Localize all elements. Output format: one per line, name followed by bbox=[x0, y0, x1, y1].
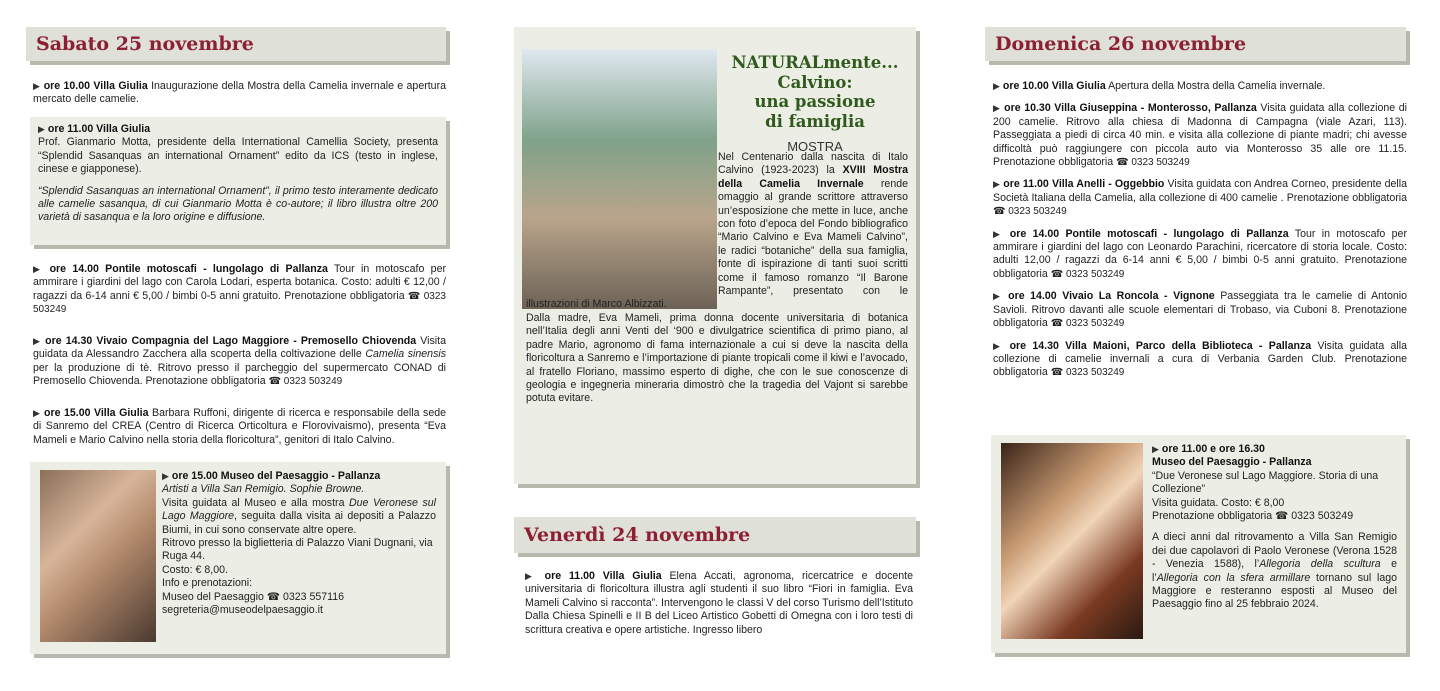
event-quote: “Splendid Sasanquas an international Ornament”, il primo testo interamente dedicato alle camelie sasanqua, di cui Gianmario Motta è co-autore; il libro illustra oltre 200 varietà di sasanqua e la loro origine e diffusione. bbox=[38, 184, 438, 224]
event-contact-email: segreteria@museodelpaesaggio.it bbox=[162, 604, 323, 617]
event-text-italic: Allegoria con la sfera armillare bbox=[1156, 571, 1311, 584]
event-sab-4 bbox=[33, 407, 446, 447]
mostra-title-line: di famiglia bbox=[765, 111, 865, 131]
bullet-icon: ▶ bbox=[33, 408, 41, 418]
mostra-label: MOSTRA bbox=[787, 139, 843, 154]
event-time: ore 15.00 Museo del Paesaggio - Pallanza bbox=[171, 470, 381, 482]
event-text-italic: Due Veronese sul Lago Maggiore bbox=[162, 496, 436, 523]
event-time: ore 10.00 Villa Giulia bbox=[1002, 80, 1106, 92]
heading-sabato bbox=[26, 27, 446, 61]
phone-number: ☎ 0323 503249 bbox=[993, 206, 1067, 218]
event-time: ore 14.00 Pontile motoscafi - lungolago di Pallanza bbox=[1009, 227, 1289, 240]
bullet-icon: ▶ bbox=[993, 81, 1000, 91]
event-time: ore 11.00 e ore 16.30 bbox=[1161, 443, 1265, 455]
event-box-museo bbox=[30, 462, 446, 654]
bullet-icon: ▶ bbox=[993, 340, 1004, 351]
mostra-text: Nel Centenario dalla nascita di Italo Calvino (1923-2023) la bbox=[718, 151, 908, 177]
event-dom-4 bbox=[993, 228, 1407, 282]
mostra-paragraph-2: Dalla madre, Eva Mameli, prima donna docente universitaria di botanica nell’Italia degli anni Venti del ‘900 e divulgatrice scientifica di primo piano, al padre Mario, agronomo di fama internazionale a cui si deve la nascita della floricoltura a Sanremo e l’importazione di piante tropicali come il kiwi e l’avocado, al fratello Floriano, massimo esperto di dighe, che con le sue conoscenze di geologia e ingegneria mineraria dimostrò che la tragedia del Vajont si sarebbe potuta evitare. bbox=[526, 311, 908, 405]
portrait-image bbox=[40, 470, 156, 642]
event-dom-5 bbox=[993, 290, 1407, 330]
event-time: ore 14.00 Pontile motoscafi - lungolago di Pallanza bbox=[49, 263, 328, 275]
events-domenica bbox=[993, 80, 1407, 380]
event-ven-1 bbox=[525, 570, 913, 637]
mostra-title-line: NATURALmente... bbox=[731, 53, 899, 72]
heading-venerdi bbox=[514, 517, 916, 553]
bullet-icon: ▶ bbox=[993, 228, 1004, 239]
bullet-icon: ▶ bbox=[993, 103, 1001, 114]
event-text: Apertura della Mostra della Camelia invernale. bbox=[1105, 80, 1326, 92]
phone-number: ☎ 0323 503249 bbox=[1050, 318, 1125, 330]
event-cost: Costo: € 8,00. bbox=[162, 563, 228, 576]
event-time: ore 10.00 Villa Giulia bbox=[43, 80, 148, 92]
event-description bbox=[1152, 531, 1397, 611]
event-text: tornano sul lago Maggiore e resteranno esposti al Museo del Paesaggio fino al 25 febbraio 2024. bbox=[1152, 571, 1397, 611]
event-dom-1 bbox=[993, 80, 1407, 93]
phone-number: ☎ 0323 503249 bbox=[1050, 268, 1125, 280]
event-box-motta bbox=[30, 117, 446, 245]
bullet-icon: ▶ bbox=[525, 571, 537, 581]
phone-number: ☎ 0323 503249 bbox=[1050, 367, 1125, 379]
mostra-text-block bbox=[526, 151, 908, 406]
event-sab-2 bbox=[33, 263, 446, 317]
event-meeting: Ritrovo presso la biglietteria di Palazzo Viani Dugnani, via Ruga 44. bbox=[162, 537, 433, 563]
heading-domenica bbox=[985, 27, 1406, 61]
event-box-veronese bbox=[991, 435, 1406, 653]
event-text: Passeggiata tra le camelie di Antonio Savioli. Ritrovo davanti alle scuole elementari di Trobaso, via Cuboni 8. Prenotazione obbligatoria bbox=[993, 290, 1407, 330]
event-dom-2 bbox=[993, 102, 1407, 169]
bullet-icon: ▶ bbox=[1152, 444, 1159, 454]
mostra-title-line: Calvino: bbox=[777, 72, 853, 92]
bullet-icon: ▶ bbox=[33, 81, 41, 91]
event-subtitle: Artisti a Villa San Remigio. Sophie Browne. bbox=[162, 483, 365, 496]
veronese-painting bbox=[1001, 443, 1143, 639]
event-time: ore 14.30 Vivaio Compagnia del Lago Maggiore - Premosello Chiovenda bbox=[45, 335, 417, 347]
event-info-label: Info e prenotazioni: bbox=[162, 577, 253, 590]
event-text: Barbara Ruffoni, dirigente di ricerca e responsabile della sede di Sanremo del CREA (Centro di Ricerca Orticoltura e Florovivaismo), presenta “Eva Mameli e Mario Calvino nella storia della floricoltura”, genitori di Italo Calvino. bbox=[33, 407, 446, 446]
heading-sabato-text: Sabato 25 novembre bbox=[36, 33, 254, 55]
event-booking: Prenotazione obbligatoria ☎ 0323 503249 bbox=[1152, 510, 1354, 523]
event-time: ore 11.00 Villa Giulia bbox=[47, 123, 151, 135]
event-text: per la produzione di tè. Ritrovo presso il parcheggio del supermercato CONAD di Premosello Chiovenda. Prenotazione obbligatoria bbox=[33, 361, 446, 388]
event-text: Tour in motoscafo per ammirare i giardini del lago con Leonardo Parachini, ricercatore di storia locale. Costo: adulti 12,00 / ragazzi da 6-14 anni € 5,00 / bimbi 0-5 anni gratuito. Prenotazione obbligatoria bbox=[993, 227, 1407, 280]
event-sab-3 bbox=[33, 335, 446, 389]
event-text: Visita guidata da Alessandro Zacchera alla scoperta della coltivazione delle bbox=[33, 335, 446, 361]
phone-number: ☎ 0323 503249 bbox=[1116, 157, 1190, 169]
phone-number: ☎ 0323 503249 bbox=[268, 376, 343, 388]
mostra-text-bold: XVIII Mostra della Camelia Invernale bbox=[718, 164, 909, 190]
bullet-icon: ▶ bbox=[38, 124, 45, 134]
event-text: Prof. Gianmario Motta, presidente della International Camellia Society, presenta “Splendid Sasanquas an international Ornament” edito da ICS (testo in inglese, cinese e giapponese). bbox=[38, 136, 438, 176]
bullet-icon: ▶ bbox=[993, 291, 1003, 302]
event-time: ore 10.30 Villa Giuseppina - Monterosso, Pallanza bbox=[1004, 102, 1257, 115]
event-text: Visita guidata alla collezione di 200 camelie. Ritrovo alla chiesa di Madonna di Campagna (viale Azari, 113). Passeggiata a piedi di circa 40 min. e visita alla collezione di piante madri; chi avesse difficoltà può raggiungere con piccola auto via Monterosso 35 alle ore 11.15. Prenotazione obbligatoria bbox=[993, 102, 1407, 169]
mostra-text: rende omaggio al grande scrittore attraverso un’esposizione che mette in luce, anche con foto d’epoca del Fondo bibliografico “Mario Calvino e Eva Mameli Calvino”, le radici “botaniche” della sua famiglia, fonte di ispirazione di tanti suoi scritti come il famoso romanzo “Il Barone Rampante”, presentato con le illustrazioni di Marco Albizzati. bbox=[526, 177, 908, 311]
event-text: Visita guidata alla collezione di camelie invernali a cura di Verbania Garden Club. Prenotazione obbligatoria bbox=[993, 339, 1407, 379]
event-text: e l’ bbox=[1152, 558, 1397, 584]
mostra-title-line: una passione bbox=[754, 92, 876, 111]
event-time: ore 11.00 Villa Giulia bbox=[544, 570, 662, 582]
event-text: , seguita dalla visita ai depositi a Palazzo Biumi, in cui sono conservate altre opere. bbox=[162, 510, 436, 536]
event-text: Inaugurazione della Mostra della Camelia invernale e apertura mercato delle camelie. bbox=[33, 80, 446, 106]
bullet-icon: ▶ bbox=[993, 179, 1001, 190]
bullet-icon: ▶ bbox=[33, 264, 44, 274]
event-dom-3 bbox=[993, 178, 1407, 218]
event-cost: Visita guidata. Costo: € 8,00 bbox=[1152, 496, 1285, 509]
photo-spacer bbox=[526, 151, 718, 297]
event-text-italic: Camelia sinensis bbox=[365, 348, 447, 361]
event-time: ore 15.00 Villa Giulia bbox=[43, 407, 149, 419]
event-sab-1 bbox=[33, 80, 446, 107]
bullet-icon: ▶ bbox=[162, 471, 169, 481]
event-dom-6 bbox=[993, 340, 1407, 380]
event-title: “Due Veronese sul Lago Maggiore. Storia di una Collezione” bbox=[1152, 469, 1379, 496]
mostra-title bbox=[722, 53, 908, 131]
event-text: Visita guidata con Andrea Corneo, presidente della Società Italiana della Camelia, alla collezione di 400 camelie . Prenotazione obbligatoria bbox=[993, 178, 1407, 204]
event-place: Museo del Paesaggio - Pallanza bbox=[1152, 456, 1312, 469]
event-text-italic: Allegoria della scultura bbox=[1259, 558, 1381, 571]
phone-number: ☎ 0323 503249 bbox=[33, 290, 446, 316]
heading-venerdi-text: Venerdì 24 novembre bbox=[524, 524, 751, 546]
bullet-icon: ▶ bbox=[33, 336, 42, 346]
event-text: A dieci anni dal ritrovamento a Villa San Remigio dei due capolavori di Paolo Veronese (Verona 1528 - Venezia 1588), l’ bbox=[1152, 531, 1397, 571]
event-contact-phone: Museo del Paesaggio ☎ 0323 557116 bbox=[162, 590, 345, 603]
heading-domenica-text: Domenica 26 novembre bbox=[995, 33, 1247, 55]
event-text: Visita guidata al Museo e alla mostra bbox=[162, 496, 349, 509]
event-text: Tour in motoscafo per ammirare i giardini del lago con Carola Lodari, esperta botanica. Costo: adulti € 12,00 / ragazzi da 6-14 anni € 5,00 / bimbi 0-5 anni gratuito. Prenotazione obbligatoria bbox=[33, 263, 446, 302]
event-text: Elena Accati, agronoma, ricercatrice e docente universitaria di floricoltura illustra agli studenti il suo libro “Fiori in famiglia. Eva Mameli Calvino si racconta”. Intervengono le classi V del corso Turismo dell’Istituto Dalla Chiesa Spinelli e II B del Liceo Artistico Gobetti di Omegna con i loro testi di scrittura creativa e opere artistiche. Ingresso libero bbox=[525, 570, 914, 636]
event-time: ore 11.00 Villa Anelli - Oggebbio bbox=[1003, 178, 1165, 191]
event-time: ore 14.00 Vivaio La Roncola - Vignone bbox=[1008, 290, 1215, 303]
event-time: ore 14.30 Villa Maioni, Parco della Biblioteca - Pallanza bbox=[1009, 339, 1312, 352]
